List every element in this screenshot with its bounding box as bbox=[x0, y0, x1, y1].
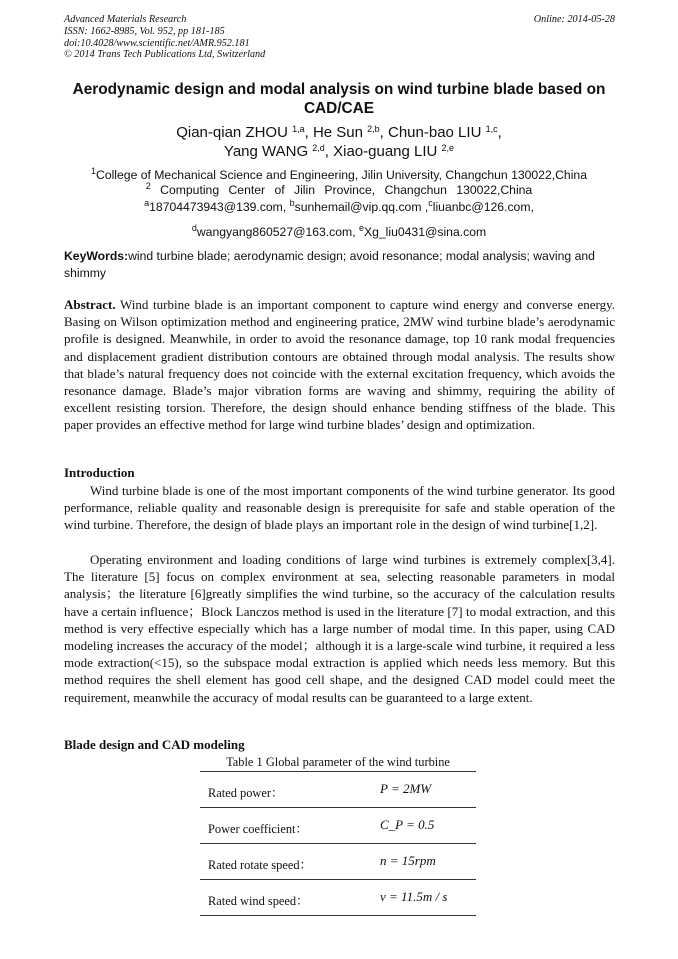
section-heading-blade-design: Blade design and CAD modeling bbox=[64, 737, 245, 752]
author-sup: 2,d bbox=[312, 142, 325, 153]
intro-paragraph-1: Wind turbine blade is one of the most important components of the wind turbine generator. Its good performance, reliable quality and reasonable design is prerequisite for safe and stable operation of the wind turbine. Therefore, the design of blade plays an important role in the design of wind turbine[1,2]. bbox=[64, 483, 615, 533]
intro-paragraph-2: Operating environment and loading conditions of large wind turbines is extremely complex[3,4]. The literature [5] focus on complex environment at sea, selecting reasonable parameters in modal analysis；the literature [6]greatly simplifies the wind turbine, so the accuracy of the calculation results have a certain influence；Block Lanczos method is used in the literature [7] to modal extraction, and this method is very effective especially which has a large number of modal time. In this paper, using CAD modeling increases the accuracy of the model；although it is a large-scale wind turbine, it required a less mode extraction(<15), so the subspace modal extraction is applied which needs less memory. But this method requires the shell element has good cell shape, and the designed CAD model could meet the requirement, meanwhile the accuracy of modal results can be guaranteed to a large extent. bbox=[64, 552, 615, 705]
author-line-1 bbox=[40, 124, 638, 143]
journal-copyright: © 2014 Trans Tech Publications Ltd, Switzerland bbox=[64, 49, 266, 61]
journal-issn: ISSN: 1662-8985, Vol. 952, pp 181-185 bbox=[64, 25, 225, 37]
keywords-label: KeyWords: bbox=[64, 249, 129, 263]
table-cell-label: Power coefficient： bbox=[208, 822, 308, 836]
keywords bbox=[64, 248, 615, 281]
author-name: Qian-qian ZHOU bbox=[176, 124, 293, 141]
email-sup: c bbox=[428, 198, 433, 208]
author-sep: , bbox=[497, 124, 502, 141]
email-link[interactable]: wangyang860527@163.com, bbox=[196, 225, 359, 239]
journal-name: Advanced Materials Research bbox=[64, 14, 187, 25]
keywords-text: wind turbine blade; aerodynamic design; avoid resonance; modal analysis; waving and shimmy bbox=[64, 249, 595, 280]
email-sup: b bbox=[289, 198, 295, 208]
email-link[interactable]: liuanbc@126.com, bbox=[432, 200, 534, 214]
affiliation-2 bbox=[40, 183, 638, 197]
parameter-table bbox=[200, 771, 476, 916]
journal-header bbox=[64, 14, 615, 61]
author-name: Yang WANG bbox=[223, 142, 313, 160]
title-line-1: Aerodynamic design and modal analysis on wind turbine blade based on bbox=[72, 81, 606, 98]
table-cell-value: C_P = 0.5 bbox=[380, 817, 435, 832]
email-sup: e bbox=[358, 223, 364, 233]
author-list bbox=[40, 124, 638, 161]
author-name: , Xiao-guang LIU bbox=[324, 142, 442, 160]
paper-title bbox=[40, 80, 638, 118]
title-line-2: CAD/CAE bbox=[303, 100, 375, 117]
author-line-2 bbox=[40, 143, 638, 162]
author-sup: 1,c bbox=[485, 124, 498, 134]
email-line-2 bbox=[40, 225, 638, 239]
section-heading-introduction: Introduction bbox=[64, 465, 135, 480]
affiliation-text: College of Mechanical Science and Engineering, Jilin University, Changchun 130022,China bbox=[96, 168, 587, 182]
table-cell-value: P = 2MW bbox=[380, 781, 432, 796]
email-link[interactable]: 18704473943@139.com, bbox=[149, 200, 290, 214]
email-link[interactable]: sunhemail@vip.qq.com , bbox=[294, 200, 429, 214]
table-cell-label: Rated power： bbox=[208, 786, 284, 800]
table-cell-label: Rated rotate speed： bbox=[208, 858, 312, 872]
table-cell-value: n = 15rpm bbox=[380, 853, 436, 868]
email-link[interactable]: Xg_liu0431@sina.com bbox=[364, 225, 487, 239]
abstract-text: Wind turbine blade is an important component to capture wind energy and converse energy. Basing on Wilson optimization method and engineering pratice, 2MW wind turbine blade’s aerodynamic profile is designed. Meanwhile, in order to avoid the resonance damage, top 10 rank modal frequencies and displacement gradient distribution contours are obtained through modal analysis. The results show that blade’s natural frequency does not coincide with the external excitation frequency, which avoids the resonance damage. Blade’s major vibration forms are waving and shimmy, requiring the ability of excellent resisting torsion. Therefore, the design should enhance bending stiffness of the blade. This paper provides an effective method for large wind turbine blades’ design and optimization. bbox=[64, 297, 615, 433]
table-row bbox=[200, 808, 476, 844]
email-sup: a bbox=[144, 198, 150, 208]
affiliation-text: Computing Center of Jilin Province, Changchun 130022,China bbox=[150, 183, 533, 197]
online-date: Online: 2014-05-28 bbox=[533, 14, 615, 25]
table-cell-label: Rated wind speed： bbox=[208, 894, 309, 908]
author-sup: 2,e bbox=[441, 142, 455, 153]
abstract-label: Abstract. bbox=[64, 297, 116, 312]
affiliation-1 bbox=[40, 168, 638, 182]
table-cell-value: v = 11.5m / s bbox=[380, 889, 448, 904]
table-row bbox=[200, 844, 476, 880]
table-caption: Table 1 Global parameter of the wind turbine bbox=[226, 755, 450, 769]
journal-doi: doi:10.4028/www.scientific.net/AMR.952.181 bbox=[64, 37, 250, 49]
email-line-1 bbox=[40, 200, 638, 214]
author-sup: 2,b bbox=[367, 124, 380, 134]
affiliation-sup: 1 bbox=[91, 166, 97, 176]
table-row bbox=[200, 772, 476, 808]
affiliation-sup: 2 bbox=[145, 181, 151, 191]
abstract bbox=[64, 296, 615, 434]
author-sup: 1,a bbox=[292, 124, 305, 134]
table-row bbox=[200, 880, 476, 916]
author-name: , Chun-bao LIU bbox=[379, 124, 486, 141]
email-sup: d bbox=[191, 223, 197, 233]
author-name: , He Sun bbox=[304, 124, 368, 141]
